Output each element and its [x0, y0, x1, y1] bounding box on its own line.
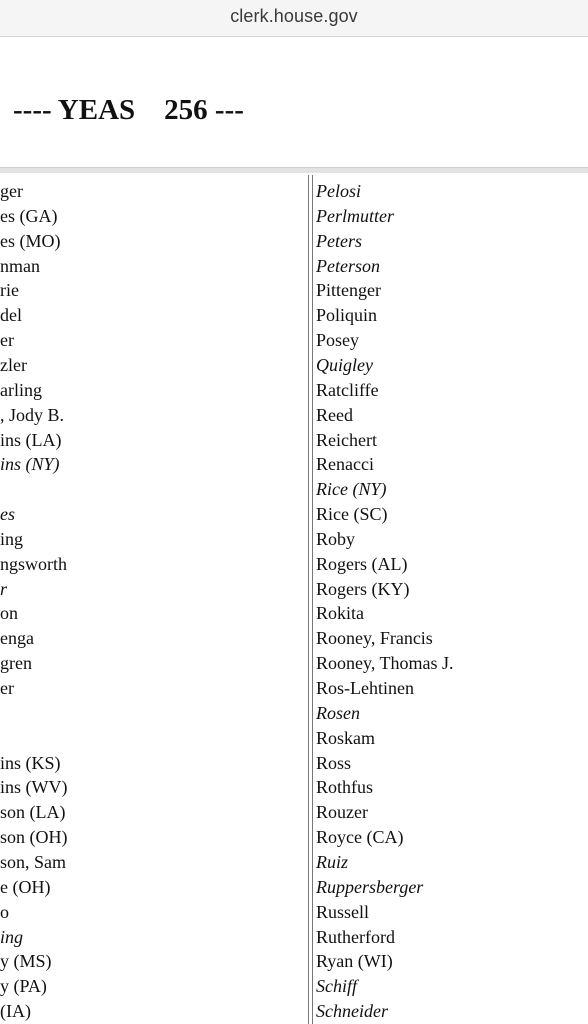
member-name: son (OH)	[0, 827, 68, 848]
member-name: Rothfus	[316, 777, 374, 798]
member-name: nman	[0, 255, 40, 276]
member-name: ins (KS)	[0, 752, 61, 773]
member-name: Rogers (KY)	[316, 578, 410, 599]
member-name: Rogers (AL)	[316, 553, 408, 574]
member-name: ger	[0, 181, 23, 201]
member-name: es	[0, 504, 15, 525]
member-name: Royce (CA)	[316, 827, 404, 848]
member-name: del	[0, 305, 22, 326]
member-name: Peterson	[316, 255, 380, 276]
member-name: Quigley	[316, 354, 373, 375]
member-name: , Jody B.	[0, 404, 65, 425]
member-name: Schiff	[316, 976, 357, 997]
member-name: Pelosi	[316, 181, 361, 201]
member-name: Roby	[316, 528, 356, 549]
member-name: o	[0, 901, 9, 922]
member-name: Ros-Lehtinen	[316, 678, 414, 698]
member-name: son (LA)	[0, 802, 66, 823]
browser-address-bar[interactable]	[0, 0, 588, 37]
member-name: Rice (NY)	[316, 479, 387, 500]
member-name: Rouzer	[316, 802, 368, 823]
member-name: e (OH)	[0, 876, 51, 897]
right-name-column	[312, 175, 588, 1024]
member-name: Posey	[316, 330, 360, 351]
member-name: Rice (SC)	[316, 504, 388, 525]
member-name: Ryan (WI)	[316, 951, 393, 972]
member-name: ing	[0, 926, 24, 947]
member-name: Renacci	[316, 454, 374, 475]
member-name: on	[0, 603, 18, 624]
member-name: Poliquin	[316, 305, 378, 326]
member-name: es (GA)	[0, 205, 58, 226]
member-name: Reichert	[316, 429, 377, 450]
member-name: rie	[0, 280, 19, 301]
member-name: (IA)	[0, 1001, 31, 1022]
member-name: Schneider	[316, 1001, 388, 1022]
member-name: Peters	[316, 230, 362, 251]
member-name: son, Sam	[0, 851, 67, 872]
member-name: es (MO)	[0, 230, 61, 251]
member-name: Rokita	[316, 603, 364, 624]
member-name: Ruiz	[316, 851, 349, 872]
member-name: zler	[0, 354, 27, 375]
member-name: arling	[0, 379, 42, 400]
section-divider	[0, 167, 588, 173]
member-name: ins (WV)	[0, 777, 68, 798]
member-name: er	[0, 330, 14, 351]
members-table	[0, 175, 588, 1024]
member-name: Rooney, Francis	[316, 628, 433, 649]
member-name: enga	[0, 628, 34, 649]
url-text[interactable]: clerk.house.gov	[230, 6, 358, 26]
member-name: y (MS)	[0, 951, 52, 972]
member-name: y (PA)	[0, 976, 47, 997]
member-name: Ratcliffe	[316, 379, 379, 400]
member-name: ing	[0, 528, 24, 549]
left-name-column	[0, 175, 309, 1024]
member-name: ins (LA)	[0, 429, 62, 450]
member-name: Russell	[316, 901, 370, 922]
member-name: ngsworth	[0, 553, 67, 574]
member-name: ins (NY)	[0, 454, 60, 475]
member-name: Rosen	[316, 702, 360, 723]
member-name: Ross	[316, 752, 352, 773]
member-name: Pittenger	[316, 280, 381, 301]
member-name: r	[0, 578, 8, 599]
member-name: Roskam	[316, 727, 376, 748]
vote-heading: ---- YEAS 256 ---	[13, 94, 244, 126]
member-name: Reed	[316, 404, 353, 425]
member-name: Ruppersberger	[316, 876, 424, 897]
member-name: Perlmutter	[316, 205, 394, 226]
member-name: gren	[0, 653, 32, 674]
member-name: Rooney, Thomas J.	[316, 653, 454, 674]
member-name: er	[0, 678, 14, 698]
member-name: Rutherford	[316, 926, 395, 947]
